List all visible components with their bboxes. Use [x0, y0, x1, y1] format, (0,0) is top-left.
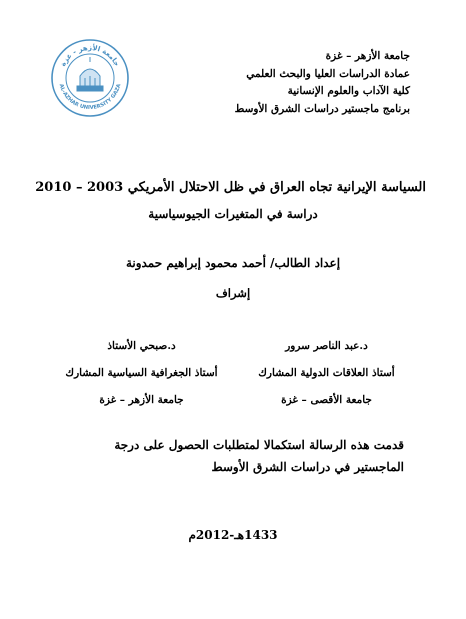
header-program: برنامج ماجستير دراسات الشرق الأوسط [234, 102, 410, 115]
supervisor-title: أستاذ الجغرافية السياسية المشارك [65, 367, 218, 379]
thesis-subtitle: دراسة في المتغيرات الجيوسياسية [148, 207, 318, 221]
thesis-title: السياسة الإيرانية تجاه العراق في ظل الاحتلال الأمريكي 2003 – 2010 [35, 180, 426, 195]
header-faculty: كلية الآداب والعلوم الإنسانية [287, 85, 410, 97]
university-logo [50, 38, 130, 118]
supervisor-university: جامعة الأزهر – غزة [99, 394, 184, 406]
supervision-heading: إشراف [215, 286, 251, 300]
supervisor-university: جامعة الأقصى – غزة [281, 394, 372, 406]
submission-note: قدمت هذه الرسالة استكمالا لمتطلبات الحصول على درجة الماجستير في دراسات الشرق الأوسط [114, 438, 404, 474]
supervisor-2 [54, 333, 229, 414]
logo-arabic-text: جامعة الأزهر - غزة [59, 44, 121, 68]
author-line: إعداد الطالب/ أحمد محمود إبراهيم حمدونة [125, 256, 341, 270]
supervisor-name: د.صبحي الأستاذ [107, 340, 176, 352]
logo-english-text: AL-AZHAR UNIVERSITY GAZA [57, 83, 123, 112]
header-deanship: عمادة الدراسات العليا والبحث العلمي [246, 67, 410, 80]
supervisor-title: أستاذ العلاقات الدولية المشارك [258, 367, 395, 379]
institution-header [210, 48, 410, 118]
dome-icon [77, 57, 103, 91]
date-line: 1433هـ-2012م [188, 528, 278, 542]
header-university: جامعة الأزهر – غزة [325, 50, 410, 62]
supervisor-name: د.عبد الناصر سرور [285, 340, 368, 352]
supervisor-1 [239, 333, 414, 414]
